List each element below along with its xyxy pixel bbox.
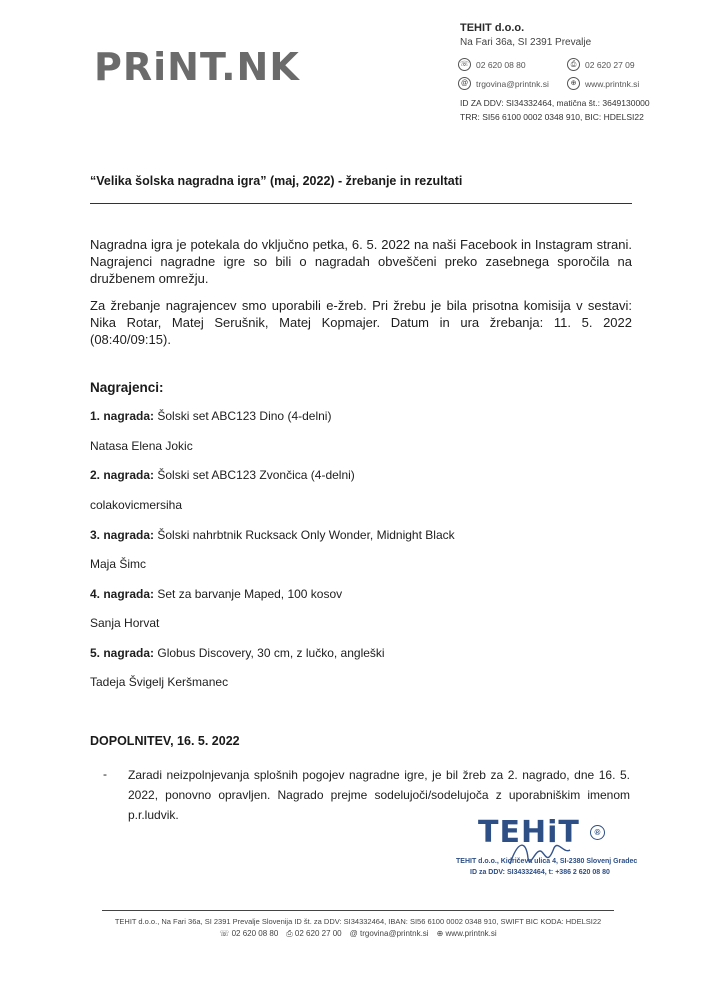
footer-email [350, 929, 429, 939]
fax-icon: ⎙ [567, 58, 580, 71]
prize-2 [90, 468, 355, 482]
prize-1 [90, 409, 331, 423]
prize-4 [90, 587, 342, 601]
addendum-text: Zaradi neizpolnjevanja splošnih pogojev nagradne igre, je bil žreb za 2. nagrado, dne 16. 5. 2022, ponovno opravljen. Nagrado prejme sodelujoči/sodelujoča z uporabniškim imenom p.r.ludvik. [128, 768, 630, 822]
prize-label: 1. nagrada: [90, 409, 155, 423]
fax-contact [567, 58, 635, 71]
phone-icon: ☏ [219, 929, 232, 938]
intro-paragraph: Nagradna igra je potekala do vključno petka, 6. 5. 2022 na naši Facebook in Instagram strani. Nagrajenci nagradne igre so bili o nagradah obveščeni preko zasebnega sporočila na družbenem omrežju. [90, 237, 632, 286]
email-address: trgovina@printnk.si [476, 78, 549, 89]
prize-label: 2. nagrada: [90, 468, 155, 482]
company-address: Na Fari 36a, SI 2391 Prevalje [460, 37, 592, 48]
prize-item: Set za barvanje Maped, 100 kosov [157, 587, 343, 601]
prize-item: Šolski set ABC123 Dino (4-delni) [157, 409, 332, 423]
bank-info: TRR: SI56 6100 0002 0348 910, BIC: HDELSI22 [460, 112, 644, 122]
winners-heading: Nagrajenci: [90, 380, 164, 395]
winner-2: colakovicmersiha [90, 498, 183, 512]
prize-5 [90, 646, 385, 660]
prize-label: 5. nagrada: [90, 646, 155, 660]
footer-website: www.printnk.si [445, 929, 497, 938]
addendum-heading: DOPOLNITEV, 16. 5. 2022 [90, 734, 240, 748]
stamp-vat: ID za DDV: SI34332464, t: +386 2 620 08 80 [470, 869, 610, 876]
footer-web [437, 929, 497, 939]
draw-paragraph: Za žrebanje nagrajencev smo uporabili e-žreb. Pri žrebu je bila prisotna komisija v sestavi: Nika Rotar, Matej Serušnik, Matej Kopmajer. Datum in ura žrebanja: 11. 5. 2022 (08:40/09:15). [90, 298, 632, 347]
fax-icon: ⎙ [286, 929, 295, 938]
title-divider [90, 203, 632, 204]
winner-4: Sanja Horvat [90, 616, 160, 630]
email-icon: @ [349, 929, 360, 938]
winner-3: Maja Šimc [90, 557, 147, 571]
prize-label: 4. nagrada: [90, 587, 155, 601]
phone-number: 02 620 08 80 [476, 59, 526, 70]
prize-item: Šolski set ABC123 Zvončica (4-delni) [157, 468, 355, 482]
company-name: TEHIT d.o.o. [460, 22, 525, 34]
vat-info: ID ZA DDV: SI34332464, matična št.: 3649130000 [460, 98, 650, 108]
prize-label: 3. nagrada: [90, 528, 155, 542]
footer-contacts [102, 929, 614, 939]
fax-number: 02 620 27 09 [585, 59, 635, 70]
bullet-dash: - [103, 767, 107, 781]
phone-icon: ☏ [458, 58, 471, 71]
phone-contact [458, 58, 526, 71]
prize-item: Globus Discovery, 30 cm, z lučko, angleški [157, 646, 385, 660]
globe-icon: ⊕ [567, 77, 580, 90]
email-icon: @ [458, 77, 471, 90]
footer-divider [102, 910, 614, 911]
printnk-logo: PRiNT.NK [94, 45, 300, 89]
signature [506, 834, 576, 874]
footer-company-info: TEHIT d.o.o., Na Fari 36a, SI 2391 Prevalje Slovenija ID št. za DDV: SI34332464, IBAN: SI56 6100 0002 0348 910, SWIFT BIC KODA: HDELSI22 [114, 917, 602, 926]
winner-1: Natasa Elena Jokic [90, 439, 193, 453]
footer-email-address: trgovina@printnk.si [359, 929, 429, 938]
prize-3 [90, 528, 455, 542]
footer-phone-number: 02 620 08 80 [231, 929, 279, 938]
globe-icon: ⊕ [436, 929, 446, 938]
footer-fax-number: 02 620 27 00 [294, 929, 342, 938]
stamp-address: TEHIT d.o.o., Kidričeva ulica 4, SI-2380 Slovenj Gradec [456, 858, 638, 865]
document-title: “Velika šolska nagradna igra” (maj, 2022) - žrebanje in rezultati [90, 174, 463, 188]
footer-fax [286, 929, 341, 939]
email-contact [458, 77, 549, 90]
registered-mark: ® [590, 825, 605, 840]
prize-item: Šolski nahrbtnik Rucksack Only Wonder, Midnight Black [157, 528, 455, 542]
footer-phone [219, 929, 278, 939]
web-contact [567, 77, 639, 90]
winner-5: Tadeja Švigelj Keršmanec [90, 675, 229, 689]
tehit-stamp-logo: TEHiT [478, 815, 580, 850]
website-address: www.printnk.si [585, 78, 640, 89]
